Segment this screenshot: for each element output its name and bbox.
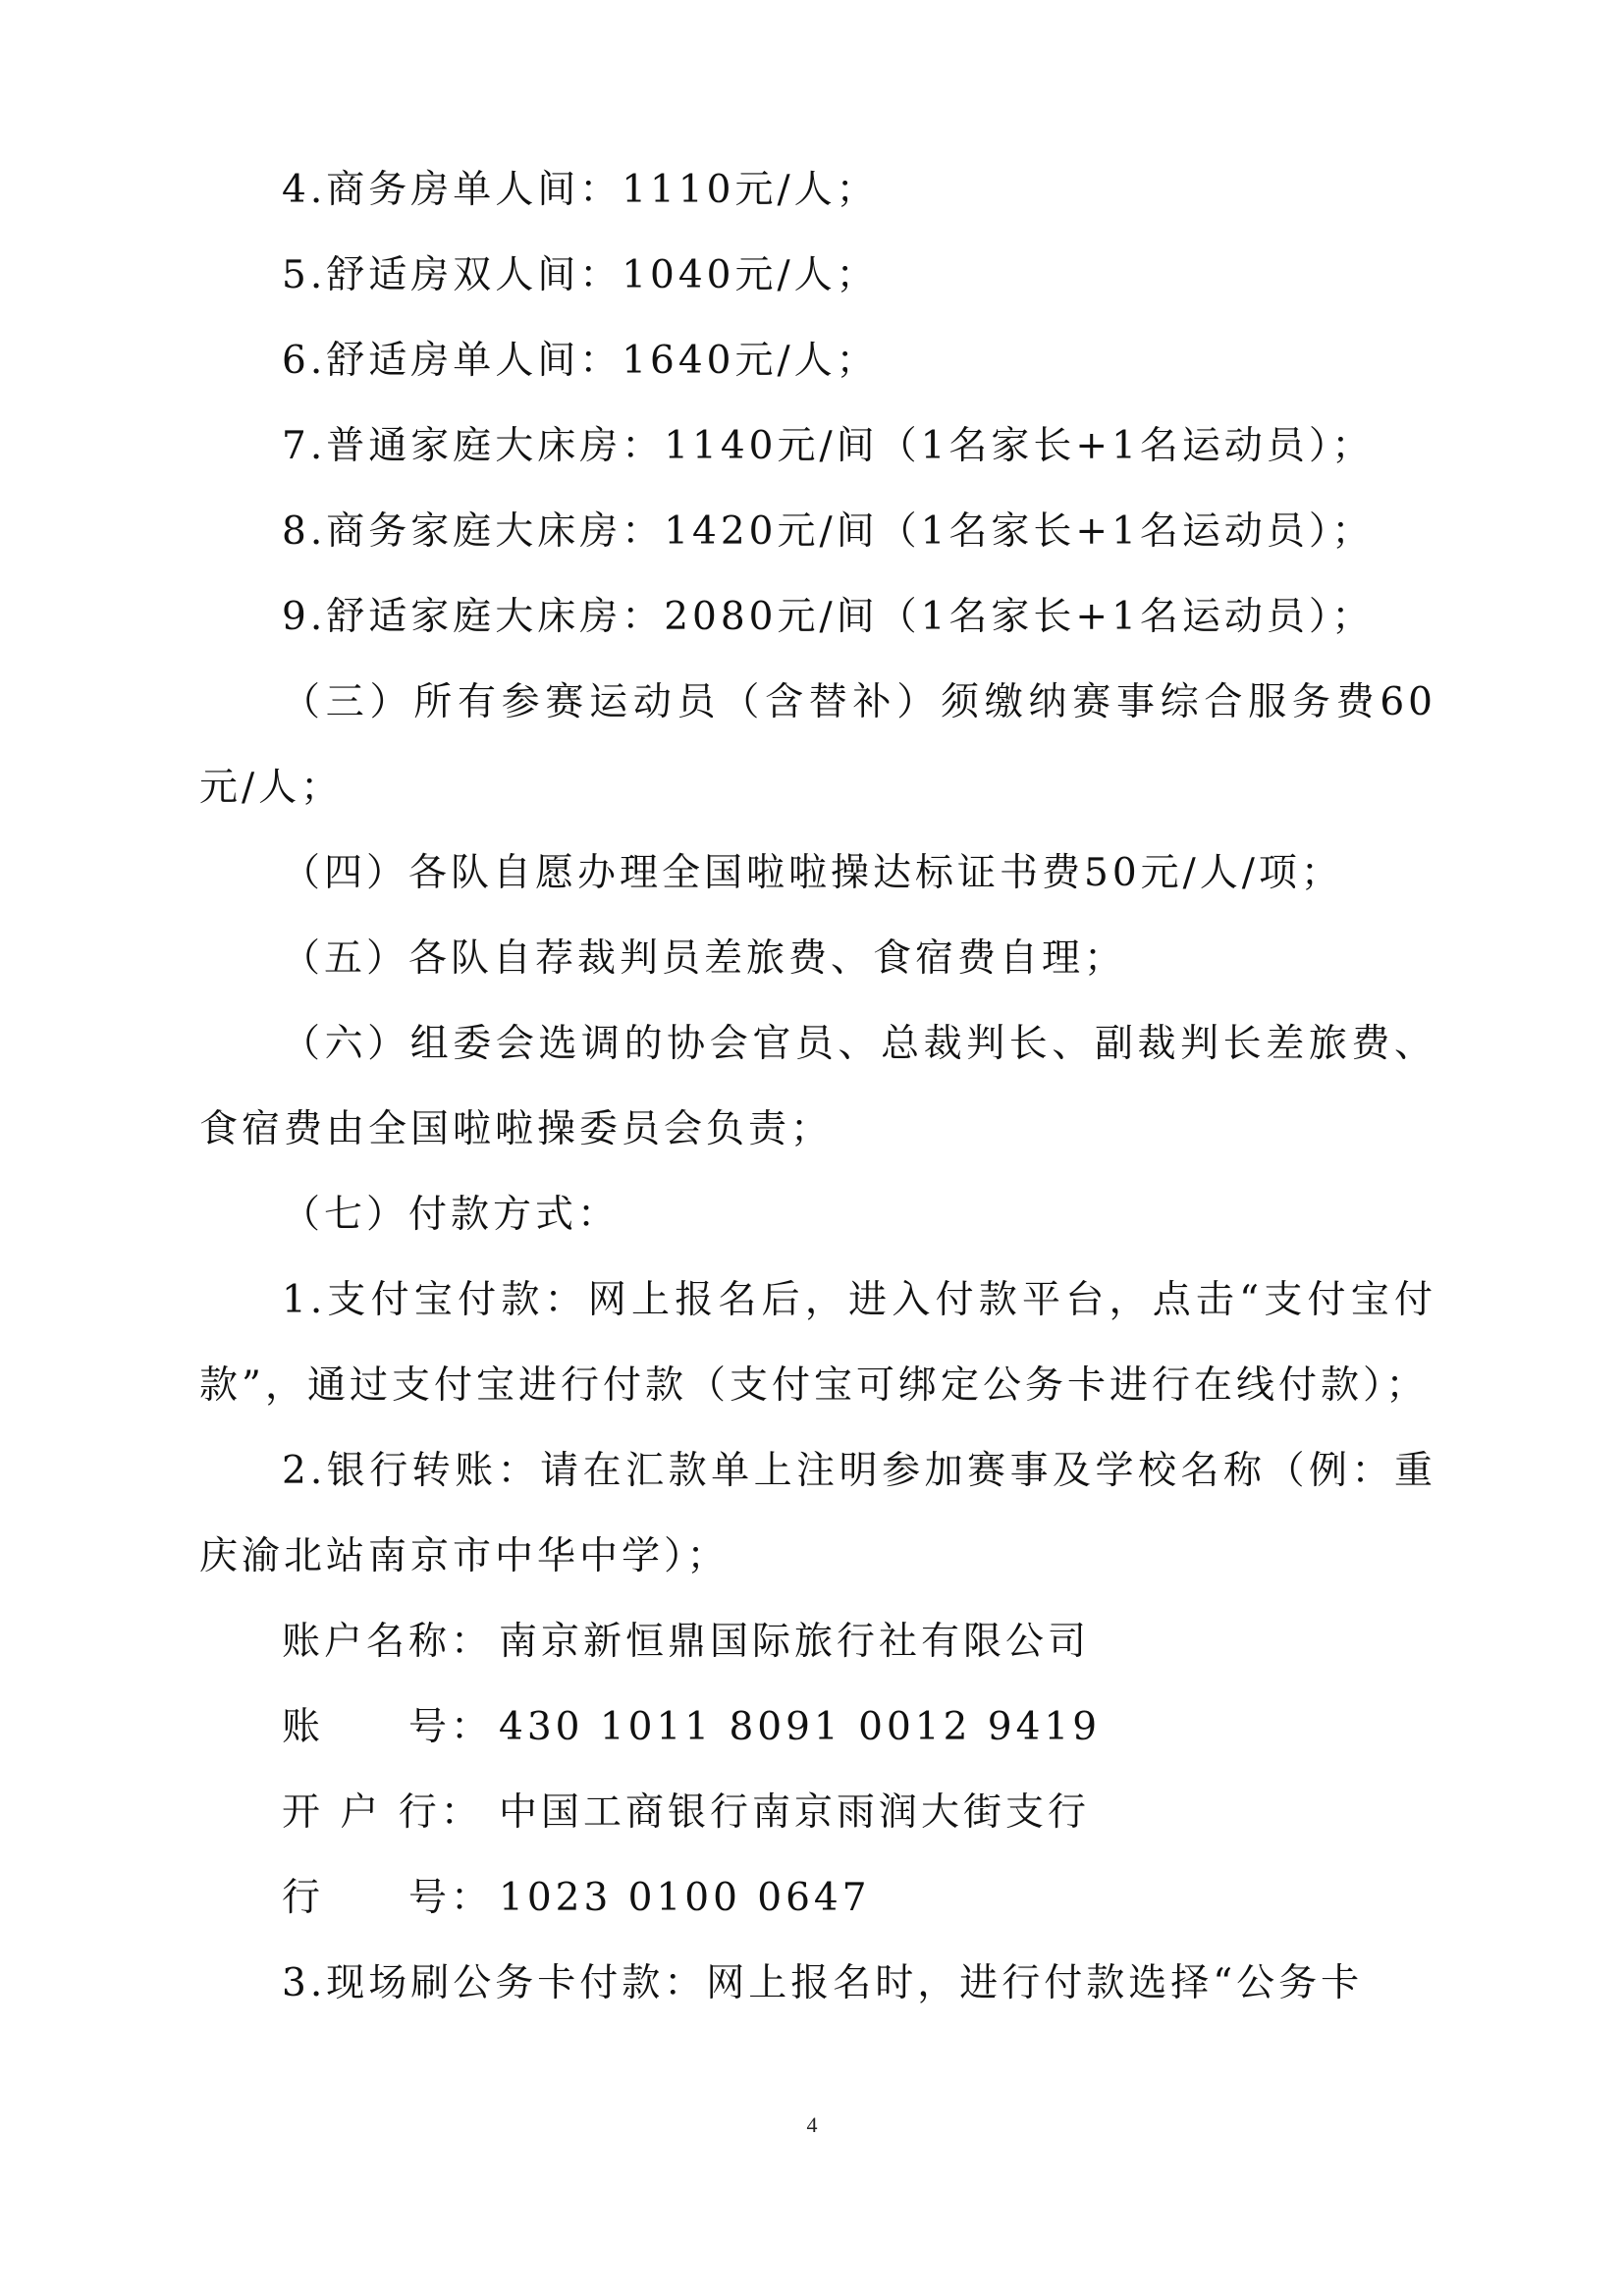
account-number-label: 账 号：: [282, 1705, 494, 1749]
account-name-value: 南京新恒鼎国际旅行社有限公司: [499, 1620, 1091, 1664]
account-code-label: 行 号：: [282, 1876, 494, 1920]
paragraph-room-comfort-single: 6.舒适房单人间：1640元/人；: [282, 339, 879, 383]
account-code-value: 1023 0100 0647: [499, 1876, 871, 1920]
account-bank-row: [199, 1770, 1436, 1855]
paragraph-room-business-single: 4.商务房单人间：1110元/人；: [282, 168, 879, 212]
paragraph-room-comfort-double: 5.舒适房双人间：1040元/人；: [282, 253, 879, 297]
paragraph-payment-methods-heading: （七）付款方式：: [282, 1193, 621, 1237]
account-name-label: 账户名称：: [282, 1620, 494, 1664]
paragraph-official-expenses: （六）组委会选调的协会官员、总裁判长、副裁判长差旅费、食宿费由全国啦啦操委员会负责；: [199, 1022, 1436, 1151]
paragraph-card-payment: 3.现场刷公务卡付款：网上报名时，进行付款选择“公务卡: [282, 1961, 1364, 2005]
page-number: 4: [806, 2112, 818, 2137]
paragraph-service-fee: （三）所有参赛运动员（含替补）须缴纳赛事综合服务费60元/人；: [199, 680, 1436, 810]
page-content: [199, 147, 1436, 2026]
account-number-value: 430 1011 8091 0012 9419: [499, 1705, 1102, 1749]
paragraph-room-comfort-family: 9.舒适家庭大床房：2080元/间（1名家长+1名运动员）；: [282, 595, 1375, 639]
paragraph-bank-transfer: 2.银行转账：请在汇款单上注明参加赛事及学校名称（例：重庆渝北站南京市中华中学）；: [199, 1449, 1436, 1578]
account-bank-label: 开 户 行：: [282, 1790, 483, 1835]
paragraph-referee-expenses: （五）各队自荐裁判员差旅费、食宿费自理；: [282, 936, 1127, 981]
paragraph-room-standard-family: 7.普通家庭大床房：1140元/间（1名家长+1名运动员）；: [282, 424, 1375, 468]
paragraph-room-business-family: 8.商务家庭大床房：1420元/间（1名家长+1名运动员）；: [282, 509, 1375, 554]
paragraph-certificate-fee: （四）各队自愿办理全国啦啦操达标证书费50元/人/项；: [282, 851, 1343, 895]
paragraph-alipay-payment: 1.支付宝付款：网上报名后，进入付款平台，点击“支付宝付款”，通过支付宝进行付款（支付宝可绑定公务卡进行在线付款）；: [199, 1278, 1436, 1408]
account-name-row: [199, 1599, 1436, 1684]
account-number-row: [199, 1684, 1436, 1770]
account-bank-value: 中国工商银行南京雨润大街支行: [499, 1790, 1091, 1835]
account-code-row: [199, 1855, 1436, 1941]
